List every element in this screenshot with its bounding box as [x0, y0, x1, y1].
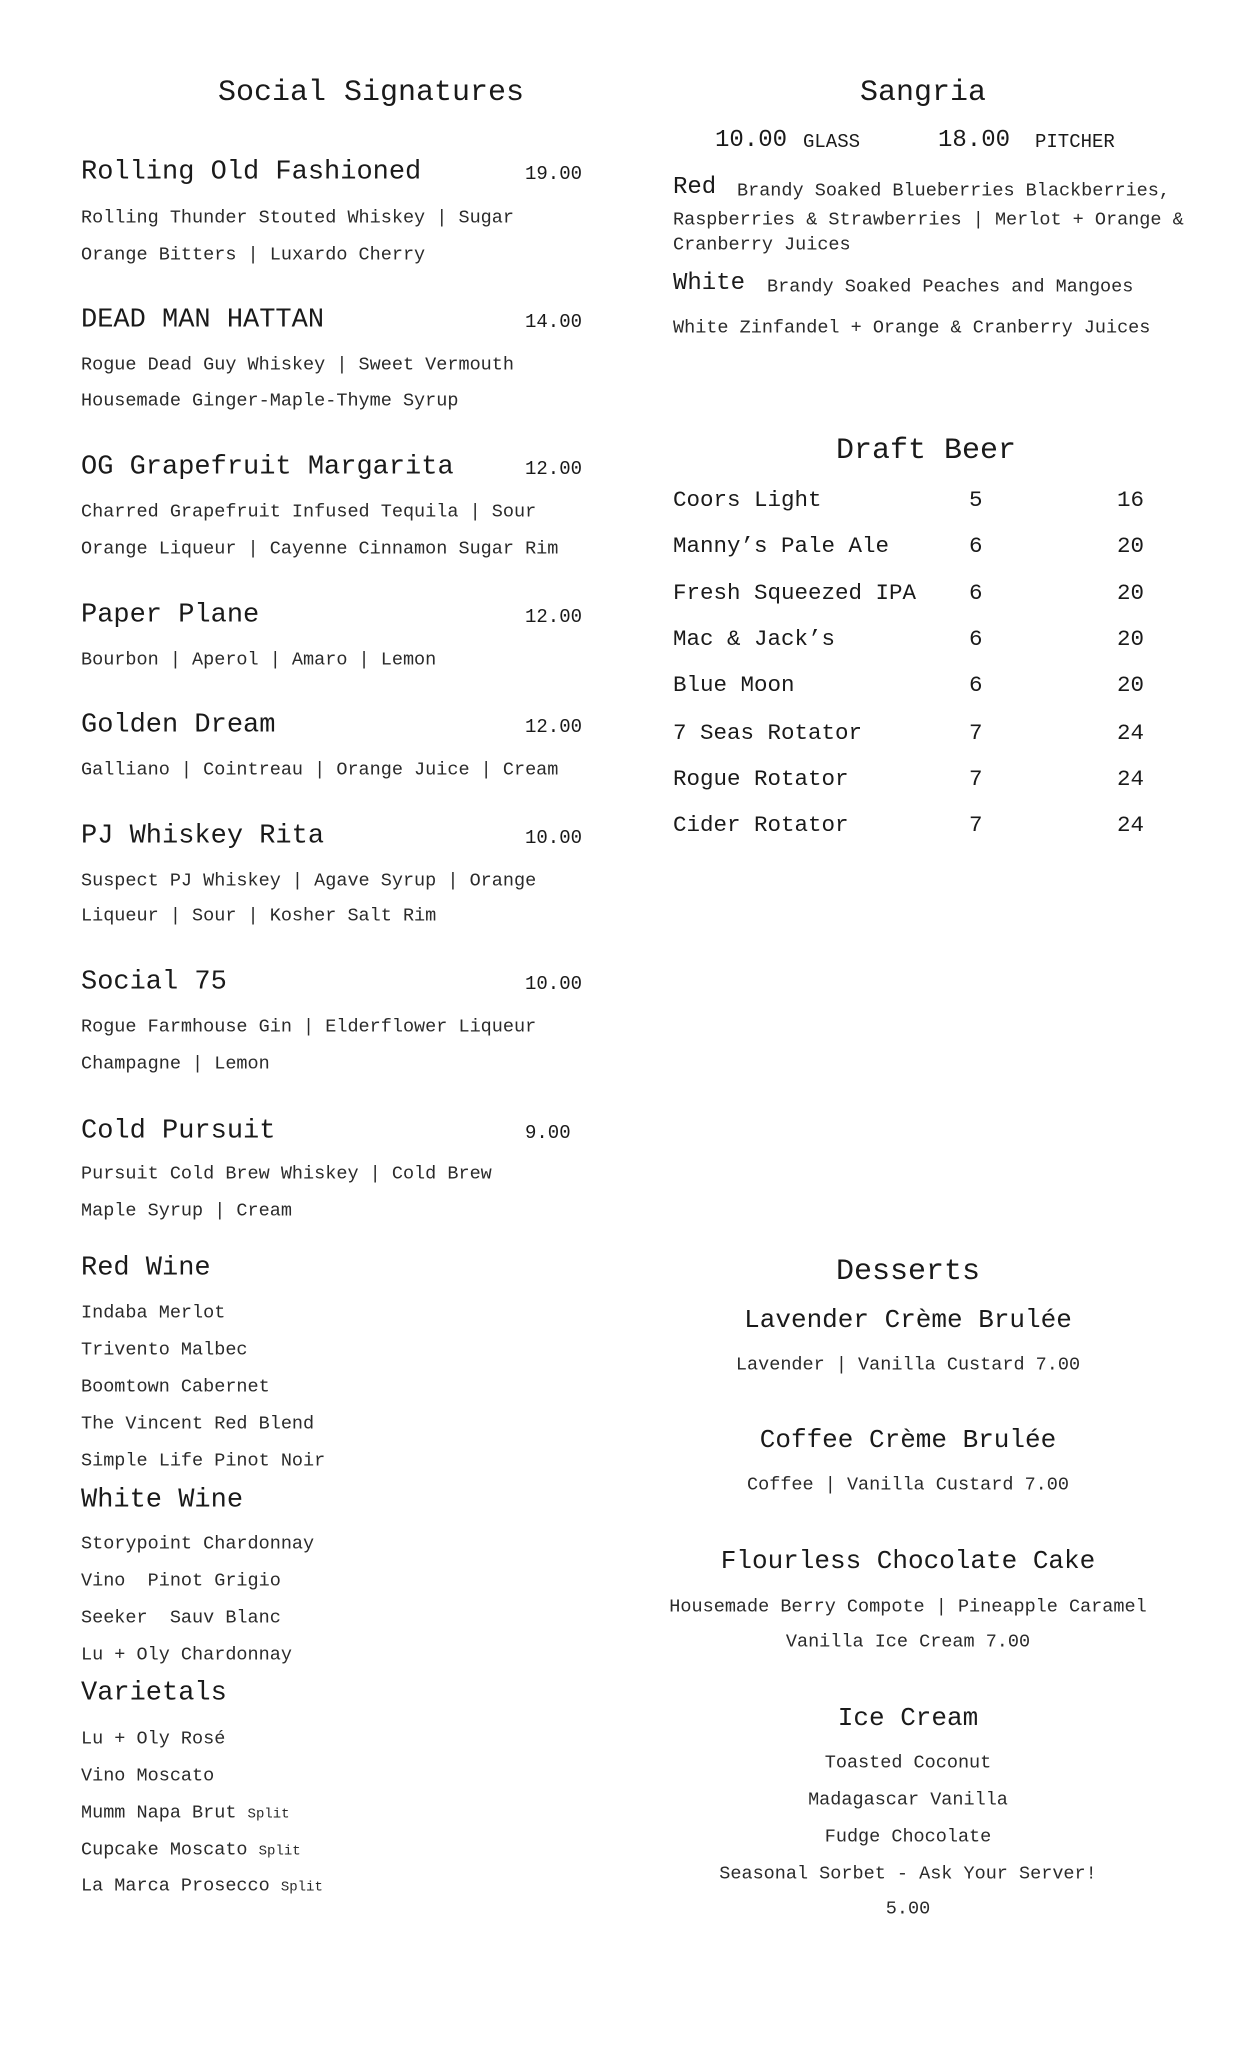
item-desc: Liqueur | Sour | Kosher Salt Rim [81, 905, 437, 927]
item-name: PJ Whiskey Rita [81, 821, 325, 852]
beer-name: Coors Light [673, 487, 822, 514]
wine-name: Mumm Napa Brut [81, 1802, 237, 1824]
item-desc: Galliano | Cointreau | Orange Juice | Cream [81, 759, 559, 781]
item-name: Rolling Old Fashioned [81, 157, 422, 188]
beer-name: Manny’s Pale Ale [673, 533, 890, 560]
item-price: 12.00 [525, 716, 583, 739]
item-name: Golden Dream [81, 710, 276, 741]
item-price: 10.00 [525, 827, 583, 850]
section-title: Social Signatures [218, 75, 525, 110]
glass-price: 10.00 [715, 127, 788, 155]
beer-glass-price: 6 [969, 580, 983, 607]
sangria-desc: Brandy Soaked Peaches and Mangoes [767, 276, 1134, 298]
wine-item: Seeker Sauv Blanc [81, 1607, 281, 1629]
beer-name: Blue Moon [673, 672, 795, 699]
dessert-name: Flourless Chocolate Cake [720, 1546, 1096, 1577]
beer-glass-price: 6 [969, 626, 983, 653]
beer-glass-price: 6 [969, 672, 983, 699]
wine-name: Vino Moscato [81, 1765, 215, 1787]
item-desc: Housemade Ginger-Maple-Thyme Syrup [81, 390, 459, 412]
beer-pitcher-price: 24 [1117, 812, 1145, 839]
pitcher-label: PITCHER [1035, 131, 1115, 154]
beer-pitcher-price: 24 [1117, 720, 1145, 747]
dessert-desc: Housemade Berry Compote | Pineapple Caramel [669, 1596, 1147, 1618]
item-desc: Rogue Dead Guy Whiskey | Sweet Vermouth [81, 354, 514, 376]
wine-item: Indaba Merlot [81, 1302, 226, 1324]
item-desc: Orange Liqueur | Cayenne Cinnamon Sugar Rim [81, 538, 559, 560]
item-price: 19.00 [525, 163, 583, 186]
ice-cream-flavor: Fudge Chocolate [824, 1826, 992, 1848]
item-name: DEAD MAN HATTAN [81, 305, 325, 336]
item-price: 12.00 [525, 458, 583, 481]
item-price: 14.00 [525, 311, 583, 334]
dessert-desc: Coffee | Vanilla Custard 7.00 [747, 1474, 1069, 1496]
wine-item: Simple Life Pinot Noir [81, 1450, 326, 1472]
item-name: Paper Plane [81, 600, 260, 631]
dessert-name: Coffee Crème Brulée [759, 1425, 1057, 1456]
wine-item [81, 1765, 214, 1786]
wine-item: Lu + Oly Chardonnay [81, 1644, 292, 1666]
beer-pitcher-price: 20 [1117, 580, 1145, 607]
item-name: Cold Pursuit [81, 1116, 276, 1147]
ice-cream-price: 5.00 [885, 1898, 931, 1920]
item-price: 10.00 [525, 973, 583, 996]
varietals-heading: Varietals [81, 1678, 227, 1709]
sangria-desc: Cranberry Juices [673, 234, 851, 256]
section-title: Sangria [859, 75, 987, 110]
split-note: Split [247, 1806, 290, 1823]
split-note: Split [258, 1843, 301, 1860]
item-price: 12.00 [525, 606, 583, 629]
item-desc: Rogue Farmhouse Gin | Elderflower Liqueur [81, 1016, 537, 1038]
item-desc: Rolling Thunder Stouted Whiskey | Sugar [81, 207, 514, 229]
beer-glass-price: 7 [969, 766, 983, 793]
ice-cream-flavor: Seasonal Sorbet - Ask Your Server! [719, 1863, 1097, 1885]
wine-item [81, 1728, 225, 1749]
beer-pitcher-price: 20 [1117, 672, 1145, 699]
pitcher-price: 18.00 [938, 127, 1011, 155]
beer-pitcher-price: 20 [1117, 626, 1145, 653]
item-desc: Suspect PJ Whiskey | Agave Syrup | Orange [81, 870, 537, 892]
wine-name: Lu + Oly Rosé [81, 1728, 226, 1750]
sangria-desc: Raspberries & Strawberries | Merlot + Orange & [673, 209, 1184, 231]
item-desc: Orange Bitters | Luxardo Cherry [81, 244, 426, 266]
item-desc: Bourbon | Aperol | Amaro | Lemon [81, 649, 437, 671]
beer-glass-price: 6 [969, 533, 983, 560]
dessert-name: Lavender Crème Brulée [744, 1305, 1072, 1336]
wine-item: Vino Pinot Grigio [81, 1570, 281, 1592]
dessert-desc: Lavender | Vanilla Custard 7.00 [735, 1354, 1081, 1376]
beer-name: Mac & Jack’s [673, 626, 836, 653]
wine-item: Trivento Malbec [81, 1339, 248, 1361]
beer-name: Fresh Squeezed IPA [673, 580, 917, 607]
beer-glass-price: 7 [969, 720, 983, 747]
beer-name: Rogue Rotator [673, 766, 849, 793]
beer-pitcher-price: 16 [1117, 487, 1145, 514]
ice-cream-heading: Ice Cream [837, 1703, 979, 1734]
item-desc: Pursuit Cold Brew Whiskey | Cold Brew [81, 1163, 492, 1185]
split-note: Split [280, 1879, 323, 1896]
white-wine-heading: White Wine [81, 1485, 244, 1516]
ice-cream-flavor: Madagascar Vanilla [808, 1789, 1008, 1811]
red-wine-heading: Red Wine [81, 1253, 211, 1284]
red-sangria-label: Red [673, 174, 717, 202]
item-desc: Charred Grapefruit Infused Tequila | Sour [81, 501, 537, 523]
wine-name: Cupcake Moscato [81, 1839, 248, 1861]
wine-item [81, 1875, 323, 1896]
sangria-desc: Brandy Soaked Blueberries Blackberries, [737, 180, 1170, 202]
item-price: 9.00 [525, 1122, 571, 1145]
dessert-desc: Vanilla Ice Cream 7.00 [785, 1631, 1031, 1653]
sangria-desc: White Zinfandel + Orange & Cranberry Juices [673, 317, 1151, 339]
item-name: Social 75 [81, 967, 227, 998]
beer-pitcher-price: 24 [1117, 766, 1145, 793]
ice-cream-flavor: Toasted Coconut [824, 1752, 992, 1774]
beer-name: 7 Seas Rotator [673, 720, 863, 747]
item-desc: Maple Syrup | Cream [81, 1200, 292, 1222]
section-title: Desserts [835, 1254, 981, 1289]
wine-item: Storypoint Chardonnay [81, 1533, 315, 1555]
item-name: OG Grapefruit Margarita [81, 452, 454, 483]
glass-label: GLASS [803, 131, 861, 154]
wine-item: The Vincent Red Blend [81, 1413, 315, 1435]
beer-pitcher-price: 20 [1117, 533, 1145, 560]
beer-glass-price: 5 [969, 487, 983, 514]
wine-name: La Marca Prosecco [81, 1875, 270, 1897]
wine-item [81, 1839, 301, 1860]
wine-item: Boomtown Cabernet [81, 1376, 270, 1398]
section-title: Draft Beer [835, 433, 1017, 468]
item-desc: Champagne | Lemon [81, 1053, 270, 1075]
beer-name: Cider Rotator [673, 812, 849, 839]
beer-glass-price: 7 [969, 812, 983, 839]
white-sangria-label: White [673, 270, 746, 298]
wine-item [81, 1802, 290, 1823]
